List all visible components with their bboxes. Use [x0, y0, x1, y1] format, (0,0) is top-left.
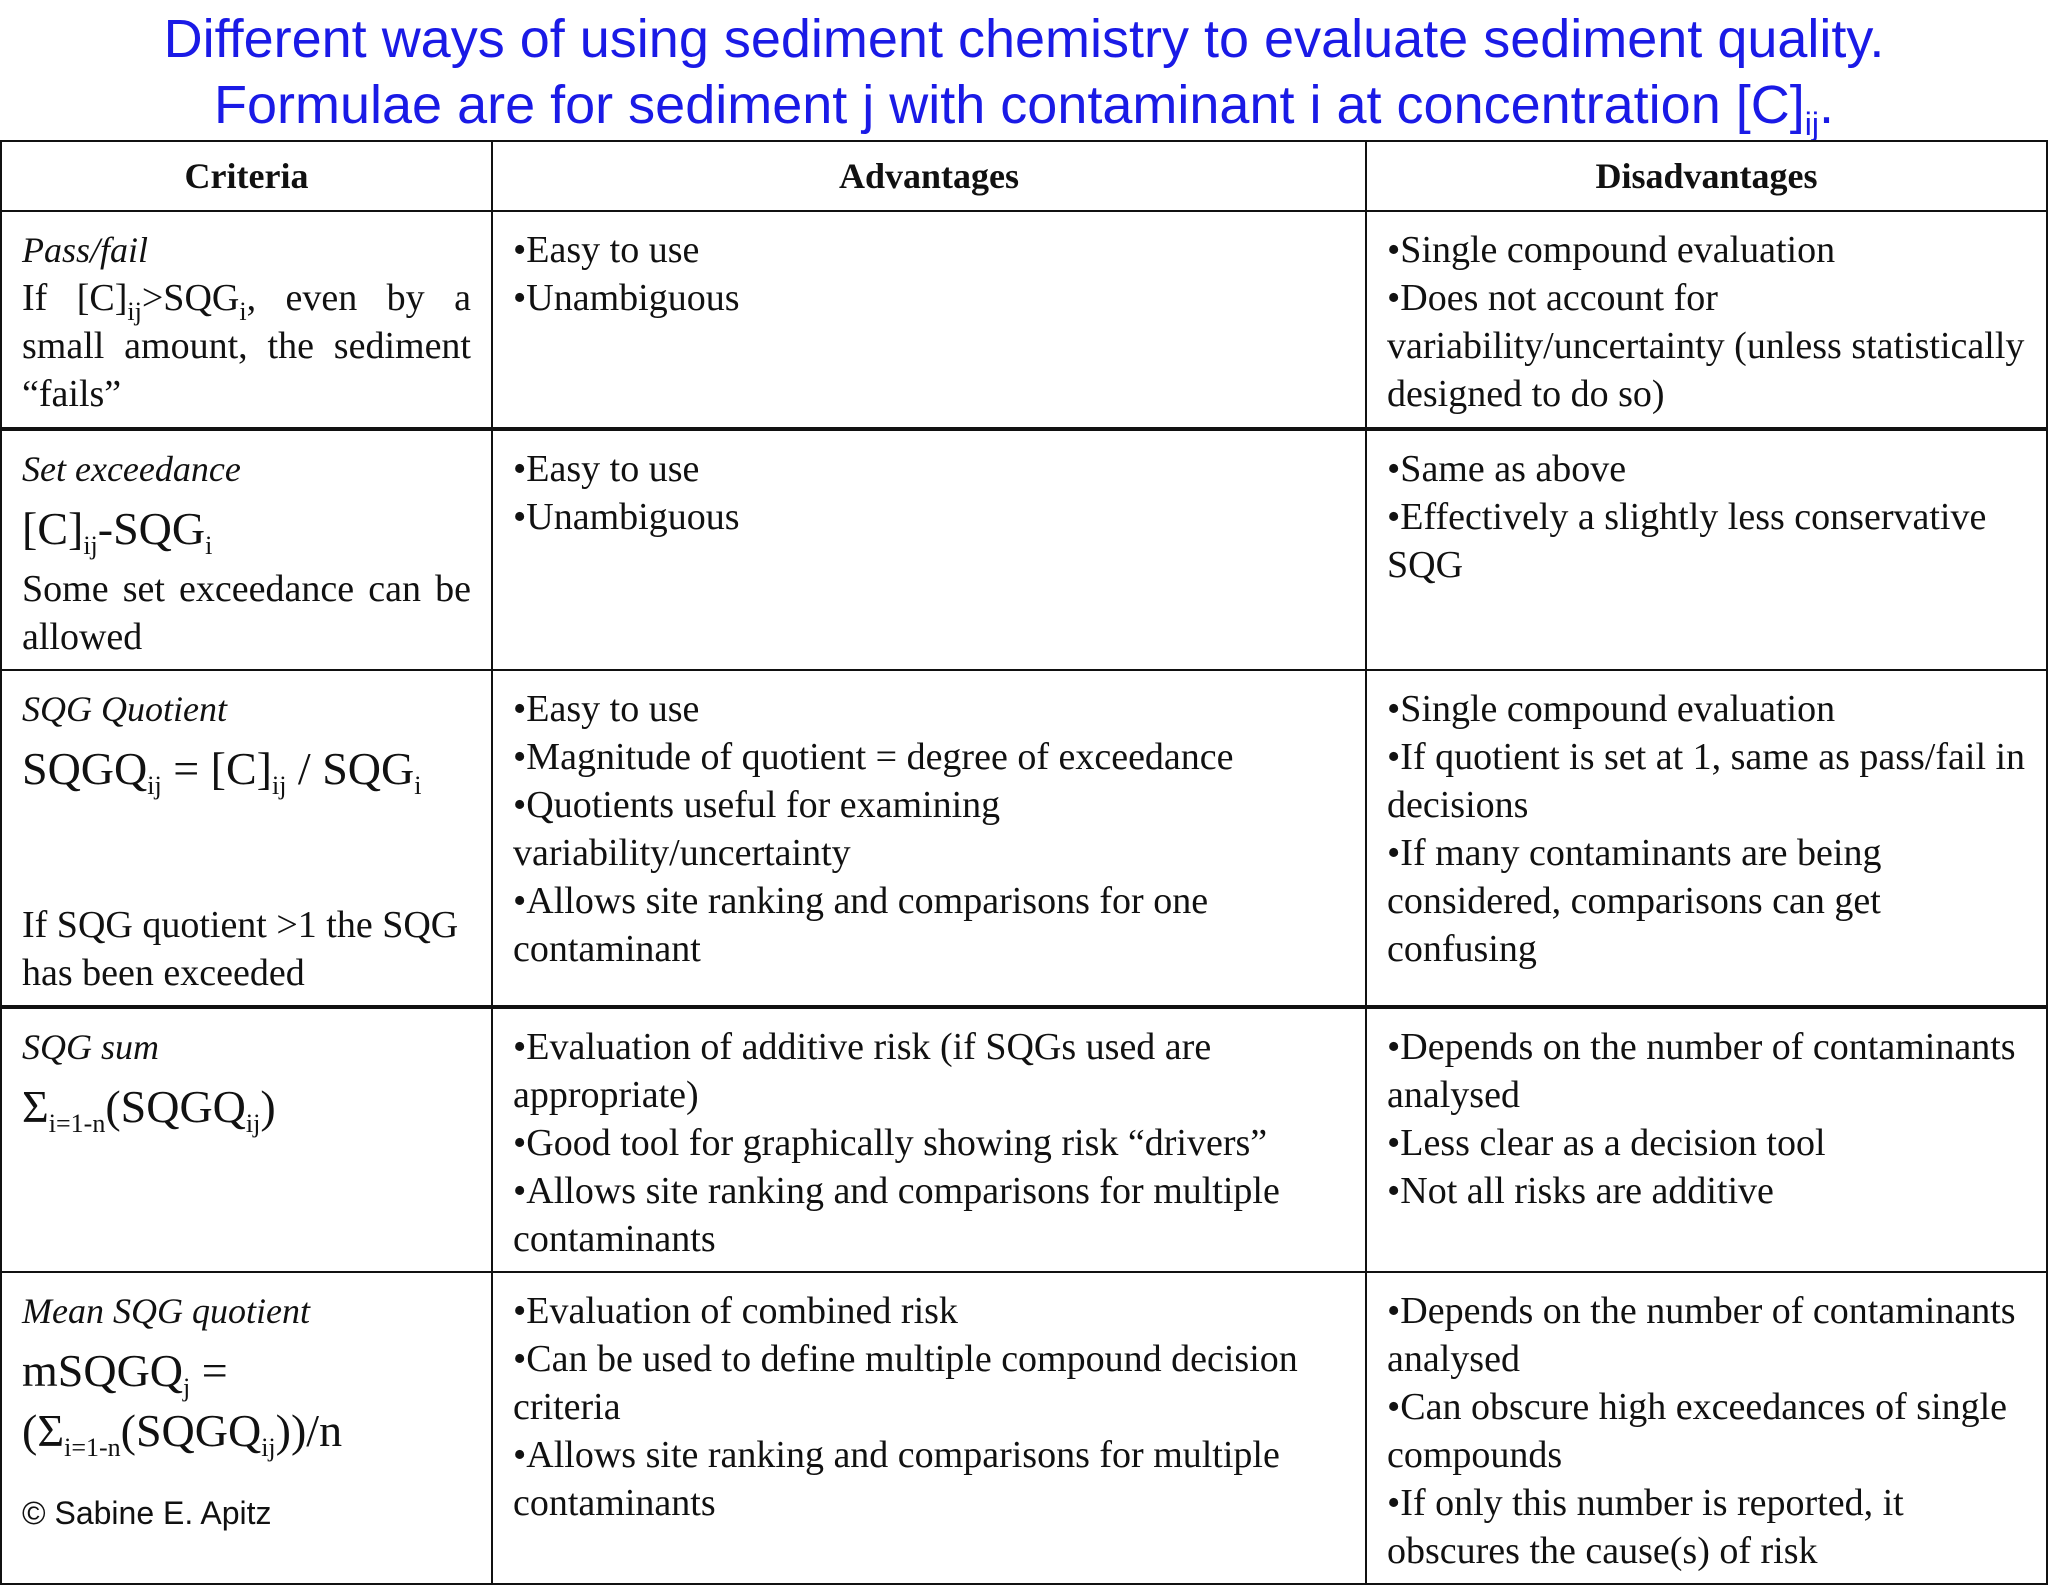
list-item: •Unambiguous	[513, 496, 740, 538]
title-line-2-end: .	[1818, 75, 1834, 135]
list-item: •Depends on the number of contaminants analysed	[1387, 1026, 2016, 1116]
criteria-cell	[1, 429, 492, 670]
list-item: •If many contaminants are being considered, comparisons can get confusing	[1387, 832, 1882, 970]
disadvantages-list	[1387, 1287, 2026, 1575]
advantages-cell	[492, 1272, 1366, 1584]
criteria-formula	[22, 1341, 471, 1461]
formula-part: )	[260, 1081, 276, 1132]
list-item: •Allows site ranking and comparisons for one contaminant	[513, 880, 1209, 970]
title-line-2-subscript: ij	[1804, 106, 1819, 142]
list-item: •Unambiguous	[513, 277, 740, 319]
formula-line	[22, 1341, 471, 1401]
list-item: •If only this number is reported, it obscures the cause(s) of risk	[1387, 1482, 1904, 1572]
disadvantages-cell	[1366, 1007, 2047, 1272]
table-row	[1, 670, 2047, 1007]
table-row	[1, 211, 2047, 429]
formula-part: Σ	[22, 1081, 49, 1132]
criteria-name: Mean SQG quotient	[22, 1291, 310, 1331]
formula-subscript: ij	[83, 531, 98, 560]
list-item: •Single compound evaluation	[1387, 688, 1836, 730]
criteria-description: If SQG quotient >1 the SQG has been exceeded	[22, 904, 459, 994]
formula-subscript: ij	[147, 771, 162, 800]
criteria-name: Set exceedance	[22, 449, 241, 489]
desc-part: , even by a small amount, the sediment “fails”	[22, 277, 471, 415]
desc-part: >SQG	[141, 277, 240, 319]
criteria-name: Pass/fail	[22, 230, 149, 270]
list-item: •Evaluation of combined risk	[513, 1290, 958, 1332]
formula-part: [C]	[22, 503, 84, 554]
formula-part: = [C]	[161, 743, 272, 794]
disadvantages-cell	[1366, 429, 2047, 670]
desc-subscript: ij	[127, 297, 142, 326]
formula-subscript: i	[205, 531, 213, 560]
formula-part: (SQGQ	[105, 1081, 246, 1132]
list-item: •Good tool for graphically showing risk “drivers”	[513, 1122, 1268, 1164]
list-item: •Evaluation of additive risk (if SQGs used are appropriate)	[513, 1026, 1212, 1116]
formula-line	[22, 1401, 471, 1461]
list-item: •Easy to use	[513, 448, 700, 490]
list-item: •Allows site ranking and comparisons for multiple contaminants	[513, 1434, 1280, 1524]
list-item: •Single compound evaluation	[1387, 229, 1836, 271]
desc-part: If [C]	[22, 277, 128, 319]
list-item: •Allows site ranking and comparisons for multiple contaminants	[513, 1170, 1280, 1260]
advantages-list	[513, 1023, 1345, 1263]
list-item: •If quotient is set at 1, same as pass/fail in decisions	[1387, 736, 2026, 826]
formula-subscript: ij	[261, 1433, 276, 1462]
title-line-2-text: Formulae are for sediment j with contaminant i at concentration [C]	[214, 75, 1805, 135]
formula-part: (Σ	[22, 1405, 65, 1456]
disadvantages-list	[1387, 226, 2026, 418]
table-row	[1, 1007, 2047, 1272]
copyright-notice: © Sabine E. Apitz	[22, 1495, 276, 1532]
advantages-cell	[492, 211, 1366, 429]
header-row	[1, 141, 2047, 211]
disadvantages-header: Disadvantages	[1366, 141, 2047, 211]
disadvantages-list	[1387, 1023, 2026, 1215]
criteria-cell	[1, 1272, 492, 1584]
formula-subscript: ij	[245, 1109, 261, 1138]
formula-subscript: i=1-n	[64, 1433, 121, 1462]
disadvantages-list	[1387, 445, 2026, 589]
formula-part: (SQGQ	[120, 1405, 262, 1456]
formula-part: ))/n	[275, 1405, 343, 1456]
list-item: •Less clear as a decision tool	[1387, 1122, 1826, 1164]
formula-part: -SQG	[97, 503, 206, 554]
list-item: •Magnitude of quotient = degree of exceedance	[513, 736, 1234, 778]
list-item: •Can be used to define multiple compound decision criteria	[513, 1338, 1298, 1428]
formula-subscript: j	[183, 1373, 191, 1402]
formula-part: SQGQ	[22, 743, 148, 794]
formula-part: / SQG	[286, 743, 415, 794]
criteria-name: SQG Quotient	[22, 689, 227, 729]
advantages-list	[513, 226, 1345, 322]
list-item: •Does not account for variability/uncertainty (unless statistically designed to do so)	[1387, 277, 2025, 415]
page-title	[0, 6, 2048, 142]
desc-subscript: i	[239, 297, 247, 326]
criteria-cell	[1, 211, 492, 429]
list-item: •Depends on the number of contaminants analysed	[1387, 1290, 2016, 1380]
formula-part: mSQGQ	[22, 1345, 184, 1396]
criteria-description	[22, 274, 471, 418]
formula-subscript: ij	[271, 771, 287, 800]
title-line-1: Different ways of using sediment chemistry to evaluate sediment quality.	[163, 9, 1885, 69]
advantages-cell	[492, 429, 1366, 670]
formula-subscript: i=1-n	[48, 1109, 106, 1138]
list-item: •Easy to use	[513, 229, 700, 271]
criteria-formula	[22, 1077, 471, 1137]
list-item: •Quotients useful for examining variability/uncertainty	[513, 784, 1001, 874]
criteria-description: Some set exceedance can be allowed	[22, 568, 471, 658]
advantages-header: Advantages	[492, 141, 1366, 211]
criteria-formula	[22, 739, 471, 799]
advantages-cell	[492, 1007, 1366, 1272]
criteria-name: SQG sum	[22, 1027, 160, 1067]
list-item: •Not all risks are additive	[1387, 1170, 1774, 1212]
formula-subscript: i	[414, 771, 422, 800]
table-row	[1, 1272, 2047, 1584]
criteria-formula	[22, 499, 471, 559]
list-item: •Effectively a slightly less conservative SQG	[1387, 496, 1987, 586]
disadvantages-list	[1387, 685, 2026, 973]
list-item: •Same as above	[1387, 448, 1627, 490]
advantages-list	[513, 685, 1345, 973]
criteria-cell	[1, 1007, 492, 1272]
advantages-list	[513, 445, 1345, 541]
list-item: •Can obscure high exceedances of single compounds	[1387, 1386, 2008, 1476]
criteria-header: Criteria	[1, 141, 492, 211]
advantages-cell	[492, 670, 1366, 1007]
criteria-table	[0, 140, 2048, 1585]
disadvantages-cell	[1366, 670, 2047, 1007]
disadvantages-cell	[1366, 1272, 2047, 1584]
title-line-2	[0, 72, 2048, 142]
advantages-list	[513, 1287, 1345, 1527]
disadvantages-cell	[1366, 211, 2047, 429]
list-item: •Easy to use	[513, 688, 700, 730]
formula-part: =	[190, 1345, 228, 1396]
table-row	[1, 429, 2047, 670]
criteria-cell	[1, 670, 492, 1007]
